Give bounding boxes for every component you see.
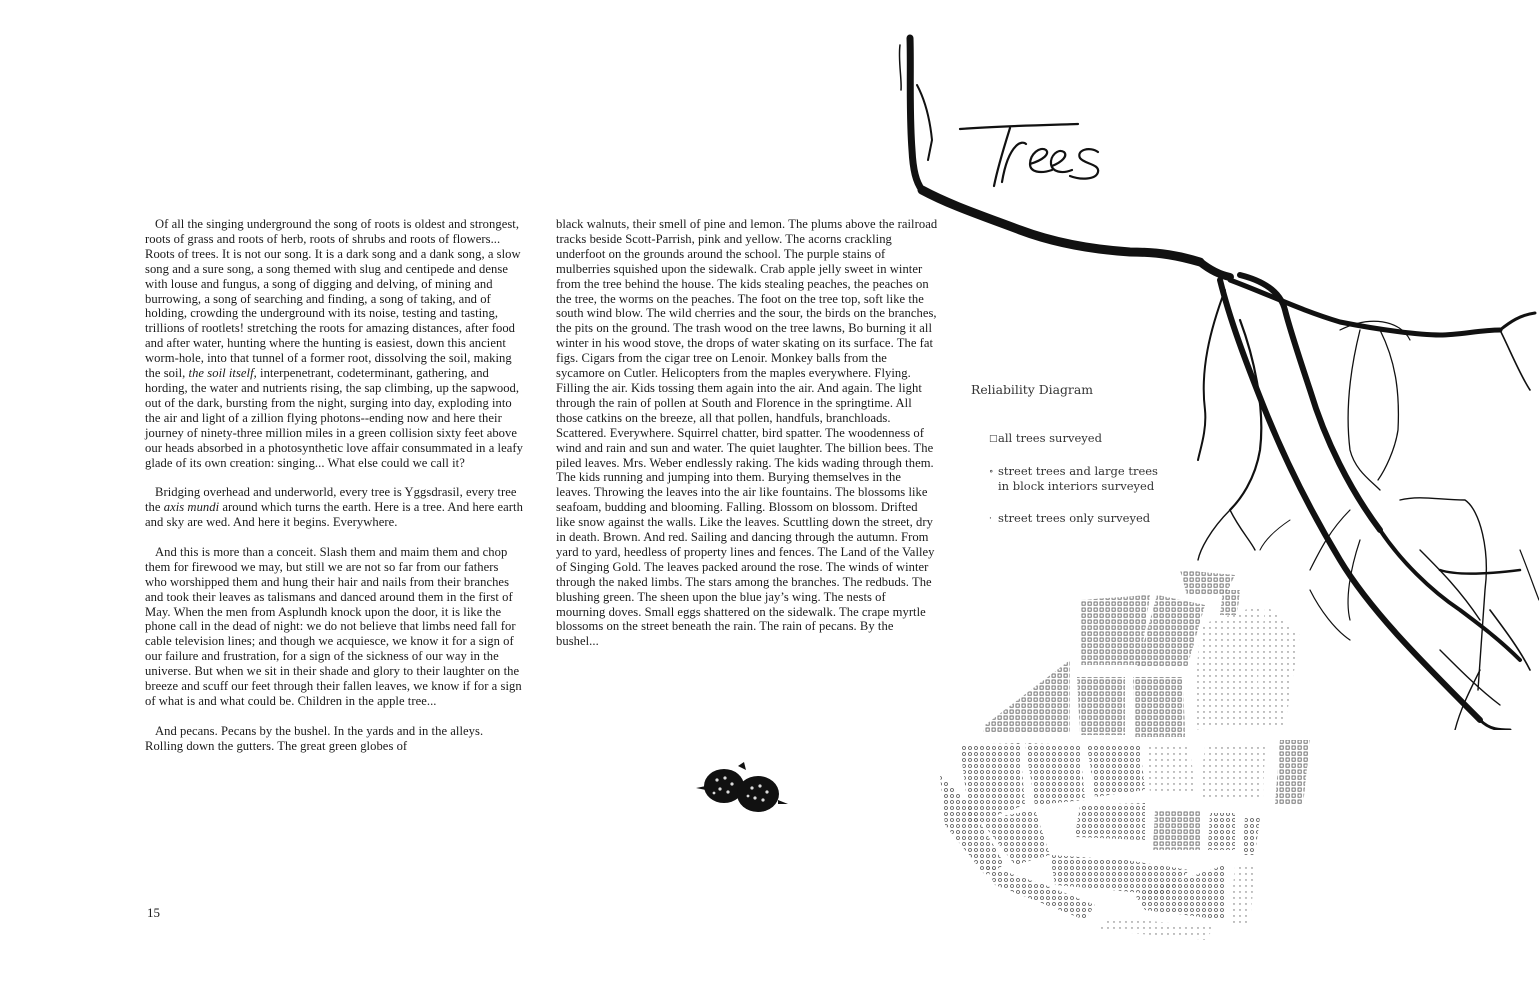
reliability-legend [971, 382, 1158, 544]
paragraph-roots [145, 217, 523, 470]
left-text-column [145, 217, 523, 768]
legend-title: Reliability Diagram [971, 382, 1093, 397]
text-run: Of all the singing underground the song of roots is oldest and strongest, roots of grass and roots of herb, roots of shrubs and roots of flowers... Roots of trees. It is not our song. It is a dark song and a dank song, a slow song and a sure song, a song themed with slug and centipede and dense with louse and fungus, a song of digging and delving, of mining and burrowing, a song of searching and finding, a song of taking, and of holding, crowding the underground with its noise, testing and tasting, trillions of rootlets! stretching the roots for amazing distances, after food and after water, hunting where the hunting is easiest, down this ancient worm-hole, into that tunnel of a former root, dissolving the soil, making the soil, [145, 217, 521, 381]
text-run: Bridging overhead and underworld, every tree is Yggsdrasil, every tree the [145, 485, 517, 515]
italic-run: axis mundi [163, 500, 220, 515]
paragraph-pecans [145, 724, 523, 754]
legend-label: street trees only surveyed [998, 511, 1151, 525]
legend-label: all trees surveyed [998, 431, 1102, 445]
legend-label-line: in block interiors surveyed [998, 479, 1155, 493]
legend-label-line: street trees and large trees [998, 464, 1158, 478]
page-title-trees [958, 104, 1118, 194]
text-run: interpenetrant, codeterminant, gathering, and hording, the water and nutrients rising, the sap climbing, up the sapwood, out of the dark, bursting from the night, surging into day, exploding into the air and light of a zillion flying photons--ending now and here their journey of ninety-three million miles in a green collision sixty feet above our heads absorbed in a photosynthetic love affair consummated in a leafy glade of its own creation: singing... What else could we call it? [145, 366, 523, 470]
paragraph-conceit [145, 545, 523, 709]
legend-item-street-only [989, 511, 1158, 527]
legend-item-all-trees [989, 431, 1158, 447]
page-number: 15 [147, 905, 160, 920]
text-run: around which turns the earth. Here is a tree. And here earth and sky are wed. And here it begins. Everywhere. [145, 500, 523, 530]
circle-marker-icon: ∘ [989, 467, 994, 477]
paragraph-yggdrasil [145, 485, 523, 530]
square-marker-icon: □ [989, 434, 998, 444]
acorns-illustration [692, 758, 792, 818]
text-run: black walnuts, their smell of pine and lemon. The plums above the railroad tracks beside Scott-Parrish, pink and yellow. The acorns crackling underfoot on the grounds around the school. The purple stains of mulberries squished upon the sidewalk. Crab apple jelly sweet in winter from the tree behind the house. The kids stealing peaches, the peaches on the tree, the worms on the peaches. The foot on the tree top, soft like the south wind blow. The wild cherries and the sour, the birds on the branches, the pits on the ground. The trash wood on the tree lawns, Bo burning it all winter in his wood stove, the drops of water skating on its surface. The fat figs. Cigars from the cigar tree on Lenoir. Monkey balls from the sycamore on Cutler. Helicopters from the maples everywhere. Flying. Filling the air. Kids tossing them again into the air. And again. The light through the rain of pollen at South and Florence in the springtime. All those catkins on the breeze, all that pollen, handfuls, branchloads. Scattered. Everywhere. Squirrel chatter, bird spatter. The woodenness of wind and rain and sun and water. The quiet laughter. The billion bees. The piled leaves. Mrs. Weber endlessly raking. The kids wading through them. The kids running and jumping into them. Burying themselves in the leaves. Throwing the leaves into the air like fountains. The blossoms like seafoam, budding and blooming. Falling. Blossom on blossom. Drifted like snow against the walls. Like the leaves. Scuttling down the street, dry in death. Brown. And red. Sailing and dancing through the autumn. From yard to yard, heedless of property lines and fences. The Land of the Valley of Singing Gold. The leaves packed around the rose. The winds of winter through the naked limbs. The stars among the branches. The redbuds. The blushing green. The sheen upon the blue jay’s wing. The nests of mourning doves. Small eggs shattered on the sidewalk. The crape myrtle blossoms on the street beneath the rain. The rain of pecans. By the bushel... [556, 217, 938, 649]
text-run: And this is more than a conceit. Slash them and maim them and chop them for firewood we may, but still we are not so far from our fathers who worshipped them and hung their hair and nails from their branches and took their leaves as talismans and danced around them in the first of May. When the men from Asplundh knock upon the door, it is like the phone call in the dead of night: we do not believe that limbs need fall for cable television lines; and though we acquiesce, we know it for a sign of our failure and frustration, for a sign of the sickness of our way in the universe. But when we sit in their shade and glory to their laughter on the breeze and scuff our feet through their fallen leaves, we know if for a sign of what is and what could be. Children in the apple tree... [145, 544, 522, 708]
text-run: And pecans. Pecans by the bushel. In the yards and in the alleys. Rolling down the gutters. The great green globes of [145, 723, 484, 753]
reliability-block-map [925, 565, 1325, 945]
legend-item-street-and-large [989, 464, 1158, 494]
italic-run: the soil itself, [188, 366, 257, 381]
dot-marker-icon: · [989, 514, 992, 524]
legend-label [998, 464, 1158, 494]
middle-text-column [556, 217, 938, 664]
paragraph-walnuts [556, 217, 938, 649]
